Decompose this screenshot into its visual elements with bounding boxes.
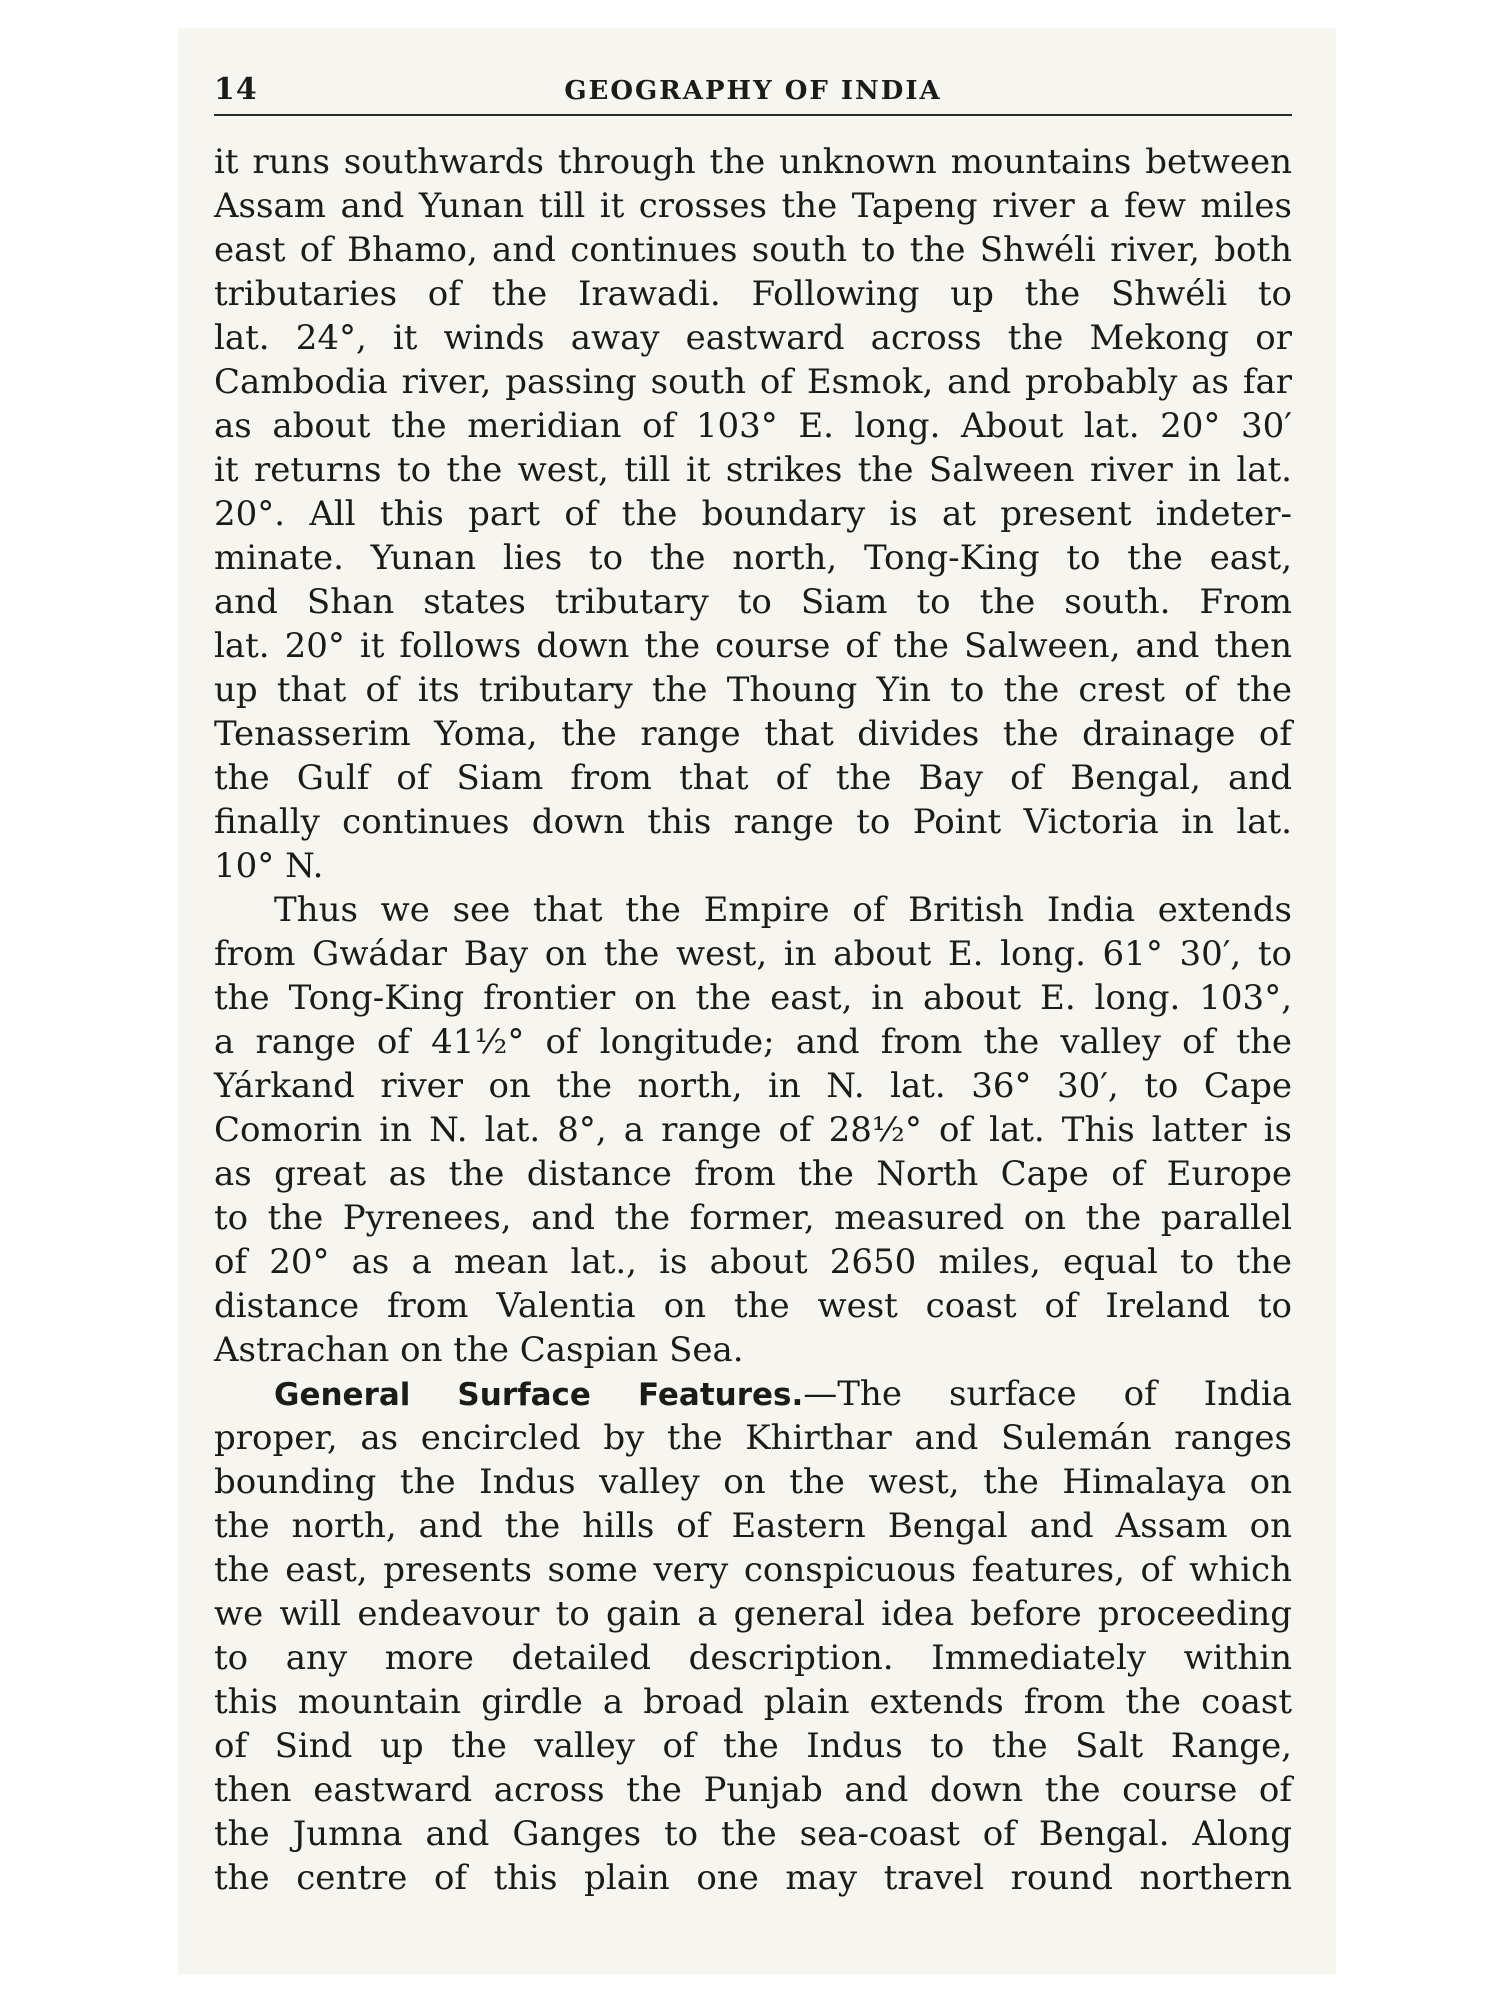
text-line: proper, as encircled by the Khirthar and Sulemán ranges [214, 1418, 1292, 1458]
text-line: Cambodia river, passing south of Esmok, and probably as far [214, 362, 1292, 402]
book-page [214, 66, 1292, 1900]
text-line: bounding the Indus valley on the west, the Himalaya on [214, 1462, 1292, 1502]
text-run: —The surface of India [803, 1374, 1292, 1414]
text-line: tributaries of the Irawadi. Following up the Shwéli to [214, 274, 1292, 314]
text-line: as about the meridian of 103° E. long. About lat. 20° 30′ [214, 406, 1292, 446]
text-line: Yárkand river on the north, in N. lat. 36° 30′, to Cape [214, 1066, 1292, 1106]
text-line: to any more detailed description. Immediately within [214, 1638, 1292, 1678]
paragraph-empire-extent [214, 888, 1292, 1372]
text-line: lat. 20° it follows down the course of the Salween, and then [214, 626, 1292, 666]
text-line: it runs southwards through the unknown mountains between [214, 142, 1292, 182]
paragraph-boundary-continuation [214, 140, 1292, 888]
text-line [214, 1372, 1292, 1416]
text-line: lat. 24°, it winds away eastward across the Mekong or [214, 318, 1292, 358]
text-line: minate. Yunan lies to the north, Tong-King to the east, [214, 538, 1292, 578]
text-line: up that of its tributary the Thoung Yin to the crest of the [214, 670, 1292, 710]
text-line: of 20° as a mean lat., is about 2650 miles, equal to the [214, 1242, 1292, 1282]
text-line: east of Bhamo, and continues south to the Shwéli river, both [214, 230, 1292, 270]
text-line: the Tong-King frontier on the east, in about E. long. 103°, [214, 978, 1292, 1018]
running-title: GEOGRAPHY OF INDIA [564, 76, 942, 106]
body-text [214, 140, 1292, 1900]
text-line: this mountain girdle a broad plain extends from the coast [214, 1682, 1292, 1722]
text-line: we will endeavour to gain a general idea before proceeding [214, 1594, 1292, 1634]
text-line: Astrachan on the Caspian Sea. [214, 1330, 744, 1370]
text-line: Thus we see that the Empire of British India extends [274, 890, 1292, 930]
text-line: 10° N. [214, 846, 324, 886]
text-line: distance from Valentia on the west coast of Ireland to [214, 1286, 1292, 1326]
running-head [214, 66, 1292, 116]
text-line: it returns to the west, till it strikes the Salween river in lat. [214, 450, 1292, 490]
text-line: as great as the distance from the North Cape of Europe [214, 1154, 1292, 1194]
text-line: of Sind up the valley of the Indus to the Salt Range, [214, 1726, 1292, 1766]
text-line: finally continues down this range to Point Victoria in lat. [214, 802, 1292, 842]
text-line: to the Pyrenees, and the former, measured on the parallel [214, 1198, 1292, 1238]
text-line: then eastward across the Punjab and down the course of [214, 1770, 1292, 1810]
page-number: 14 [214, 72, 258, 107]
text-line: Assam and Yunan till it crosses the Tapeng river a few miles [214, 186, 1292, 226]
text-line: 20°. All this part of the boundary is at present indeter- [214, 494, 1292, 534]
paragraph-general-surface-features [214, 1372, 1292, 1900]
text-line: the Gulf of Siam from that of the Bay of Bengal, and [214, 758, 1292, 798]
text-line: Comorin in N. lat. 8°, a range of 28½° of lat. This latter is [214, 1110, 1292, 1150]
text-line: the north, and the hills of Eastern Bengal and Assam on [214, 1506, 1292, 1546]
text-line: the centre of this plain one may travel round northern [214, 1858, 1292, 1898]
text-line: from Gwádar Bay on the west, in about E. long. 61° 30′, to [214, 934, 1292, 974]
text-line: the east, presents some very conspicuous features, of which [214, 1550, 1292, 1590]
text-line: and Shan states tributary to Siam to the south. From [214, 582, 1292, 622]
text-line: a range of 41½° of longitude; and from the valley of the [214, 1022, 1292, 1062]
text-line: Tenasserim Yoma, the range that divides the drainage of [214, 714, 1292, 754]
text-line: the Jumna and Ganges to the sea-coast of Bengal. Along [214, 1814, 1292, 1854]
section-sidehead: General Surface Features. [274, 1377, 804, 1413]
